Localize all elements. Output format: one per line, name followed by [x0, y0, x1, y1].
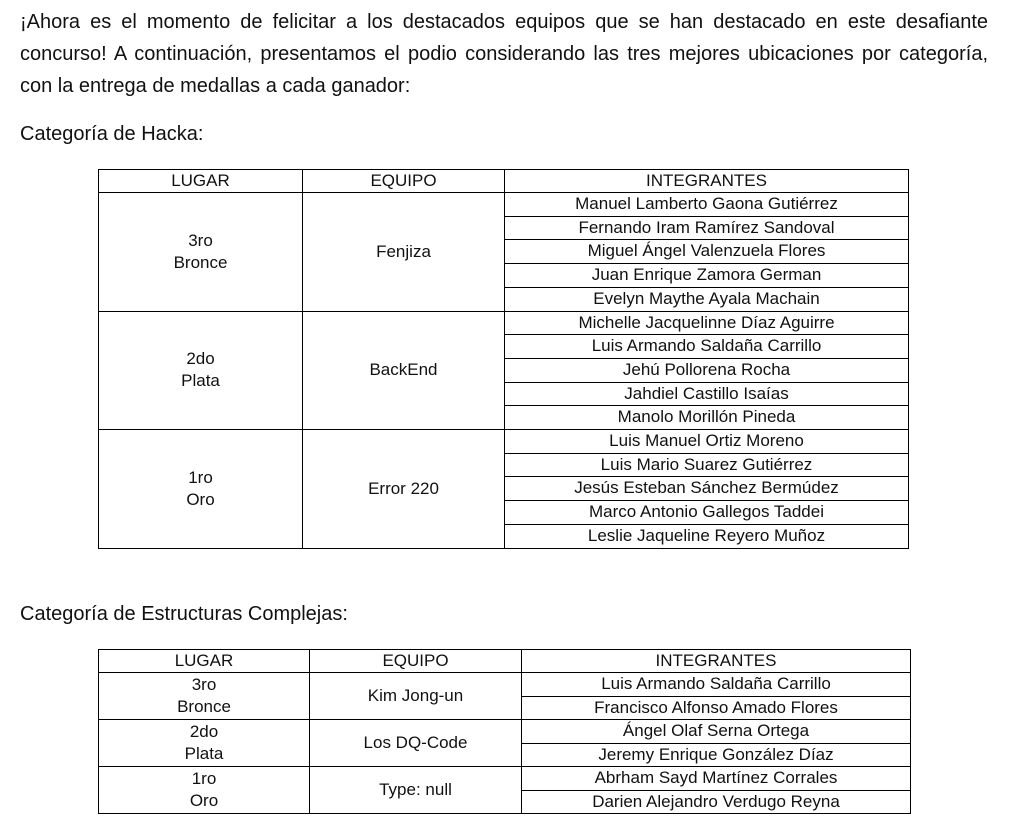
table-estructuras	[98, 649, 911, 814]
header-team: EQUIPO	[303, 170, 505, 193]
place-cell	[99, 673, 310, 720]
medal-name: Bronce	[173, 252, 228, 272]
team-name: Los DQ-Code	[310, 720, 522, 767]
table-row	[99, 193, 909, 217]
member-name: Darien Alejandro Verdugo Reyna	[522, 790, 911, 814]
member-name: Francisco Alfonso Amado Flores	[522, 696, 911, 720]
place-number: 1ro	[191, 769, 217, 788]
header-members: INTEGRANTES	[522, 650, 911, 673]
table-row	[99, 673, 911, 697]
team-name: Kim Jong-un	[310, 673, 522, 720]
medal-name: Bronce	[177, 697, 231, 716]
place-number: 2do	[189, 722, 219, 741]
member-name: Miguel Ángel Valenzuela Flores	[505, 240, 909, 264]
header-place: LUGAR	[99, 650, 310, 673]
table-row	[99, 720, 911, 744]
member-name: Luis Armando Saldaña Carrillo	[522, 673, 911, 697]
place-cell	[99, 193, 303, 312]
place-cell	[99, 720, 310, 767]
medal-name: Plata	[184, 744, 224, 763]
category-title-hacka: Categoría de Hacka:	[20, 123, 204, 145]
member-name: Manolo Morillón Pineda	[505, 406, 909, 430]
medal-name: Plata	[181, 371, 220, 391]
place-number: 2do	[186, 349, 215, 369]
table-row	[99, 430, 909, 454]
place-number: 3ro	[188, 230, 213, 250]
place-cell	[99, 311, 303, 430]
member-name: Ángel Olaf Serna Ortega	[522, 720, 911, 744]
place-number: 1ro	[188, 467, 213, 487]
team-name: Error 220	[303, 430, 505, 549]
team-name: BackEnd	[303, 311, 505, 430]
member-name: Jesús Esteban Sánchez Bermúdez	[505, 477, 909, 501]
header-row	[99, 650, 911, 673]
place-cell	[99, 767, 310, 814]
member-name: Evelyn Maythe Ayala Machain	[505, 287, 909, 311]
member-name: Luis Armando Saldaña Carrillo	[505, 335, 909, 359]
place-cell	[99, 430, 303, 549]
medal-name: Oro	[186, 489, 215, 509]
team-name: Type: null	[310, 767, 522, 814]
team-name: Fenjiza	[303, 193, 505, 312]
member-name: Marco Antonio Gallegos Taddei	[505, 501, 909, 525]
member-name: Jeremy Enrique González Díaz	[522, 743, 911, 767]
category-title-estructuras: Categoría de Estructuras Complejas:	[20, 603, 348, 625]
member-name: Michelle Jacquelinne Díaz Aguirre	[505, 311, 909, 335]
member-name: Manuel Lamberto Gaona Gutiérrez	[505, 193, 909, 217]
place-number: 3ro	[191, 675, 217, 694]
member-name: Luis Manuel Ortiz Moreno	[505, 430, 909, 454]
header-place: LUGAR	[99, 170, 303, 193]
member-name: Luis Mario Suarez Gutiérrez	[505, 453, 909, 477]
member-name: Juan Enrique Zamora German	[505, 264, 909, 288]
member-name: Abrham Sayd Martínez Corrales	[522, 767, 911, 791]
table-hacka	[98, 169, 909, 549]
intro-paragraph: ¡Ahora es el momento de felicitar a los destacados equipos que se han destacado en este desafiante concurso! A continuación, presentamos el podio considerando las tres mejores ubicaciones por categoría, con la entrega de medallas a cada ganador:	[20, 11, 988, 97]
member-name: Jahdiel Castillo Isaías	[505, 382, 909, 406]
member-name: Jehú Pollorena Rocha	[505, 358, 909, 382]
header-members: INTEGRANTES	[505, 170, 909, 193]
medal-name: Oro	[189, 791, 219, 810]
member-name: Fernando Iram Ramírez Sandoval	[505, 216, 909, 240]
table-row	[99, 311, 909, 335]
header-team: EQUIPO	[310, 650, 522, 673]
table-row	[99, 767, 911, 791]
header-row	[99, 170, 909, 193]
member-name: Leslie Jaqueline Reyero Muñoz	[505, 524, 909, 548]
